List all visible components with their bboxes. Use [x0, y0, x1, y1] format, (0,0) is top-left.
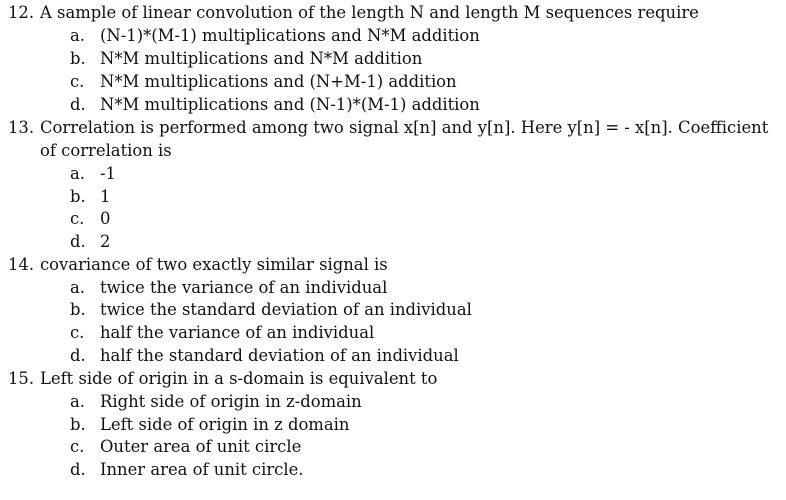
- option-text: half the variance of an individual: [100, 323, 375, 342]
- option-12c: [0, 71, 786, 93]
- option-13d: [0, 231, 786, 253]
- option-13a: [0, 163, 786, 185]
- option-14d: [0, 345, 786, 367]
- option-letter: a.: [70, 392, 85, 411]
- question-15-stem: [0, 368, 786, 390]
- question-text: Left side of origin in a s-domain is equivalent to: [40, 369, 438, 388]
- option-text: half the standard deviation of an individual: [100, 346, 459, 365]
- question-text: Correlation is performed among two signal x[n] and y[n]. Here y[n] = - x[n]. Coefficient: [40, 118, 769, 137]
- option-15d: [0, 459, 786, 481]
- option-text: -1: [100, 164, 116, 183]
- option-letter: a.: [70, 278, 85, 297]
- question-13-stem: [0, 117, 786, 139]
- option-letter: d.: [70, 95, 86, 114]
- option-letter: d.: [70, 232, 86, 251]
- option-14c: [0, 322, 786, 344]
- option-text: 0: [100, 209, 111, 228]
- option-13c: [0, 208, 786, 230]
- question-13-stem-continued: [0, 140, 786, 162]
- question-text: of correlation is: [40, 141, 172, 160]
- option-text: Inner area of unit circle.: [100, 460, 304, 479]
- option-14b: [0, 299, 786, 321]
- option-letter: b.: [70, 415, 86, 434]
- option-text: Outer area of unit circle: [100, 437, 302, 456]
- option-15c: [0, 436, 786, 458]
- question-12-stem: [0, 2, 786, 24]
- option-text: N*M multiplications and (N+M-1) addition: [100, 72, 457, 91]
- option-text: Right side of origin in z-domain: [100, 392, 362, 411]
- option-letter: d.: [70, 346, 86, 365]
- option-letter: a.: [70, 164, 85, 183]
- option-12a: [0, 25, 786, 47]
- option-text: N*M multiplications and N*M addition: [100, 49, 423, 68]
- option-letter: b.: [70, 49, 86, 68]
- question-text: A sample of linear convolution of the length N and length M sequences require: [40, 3, 699, 22]
- option-letter: b.: [70, 187, 86, 206]
- option-text: N*M multiplications and (N-1)*(M-1) addition: [100, 95, 480, 114]
- option-15a: [0, 391, 786, 413]
- option-12d: [0, 94, 786, 116]
- question-text: covariance of two exactly similar signal is: [40, 255, 388, 274]
- option-13b: [0, 186, 786, 208]
- option-letter: a.: [70, 26, 85, 45]
- option-text: (N-1)*(M-1) multiplications and N*M addition: [100, 26, 480, 45]
- option-15b: [0, 414, 786, 436]
- question-number: 14.: [8, 255, 35, 274]
- option-12b: [0, 48, 786, 70]
- option-text: twice the standard deviation of an individual: [100, 300, 472, 319]
- option-14a: [0, 277, 786, 299]
- option-letter: c.: [70, 323, 85, 342]
- option-text: 2: [100, 232, 111, 251]
- option-text: Left side of origin in z domain: [100, 415, 350, 434]
- question-number: 15.: [8, 369, 35, 388]
- option-letter: b.: [70, 300, 86, 319]
- option-letter: c.: [70, 209, 85, 228]
- option-letter: c.: [70, 72, 85, 91]
- option-letter: d.: [70, 460, 86, 479]
- option-text: twice the variance of an individual: [100, 278, 388, 297]
- option-letter: c.: [70, 437, 85, 456]
- question-14-stem: [0, 254, 786, 276]
- question-number: 13.: [8, 118, 35, 137]
- option-text: 1: [100, 187, 111, 206]
- question-number: 12.: [8, 3, 35, 22]
